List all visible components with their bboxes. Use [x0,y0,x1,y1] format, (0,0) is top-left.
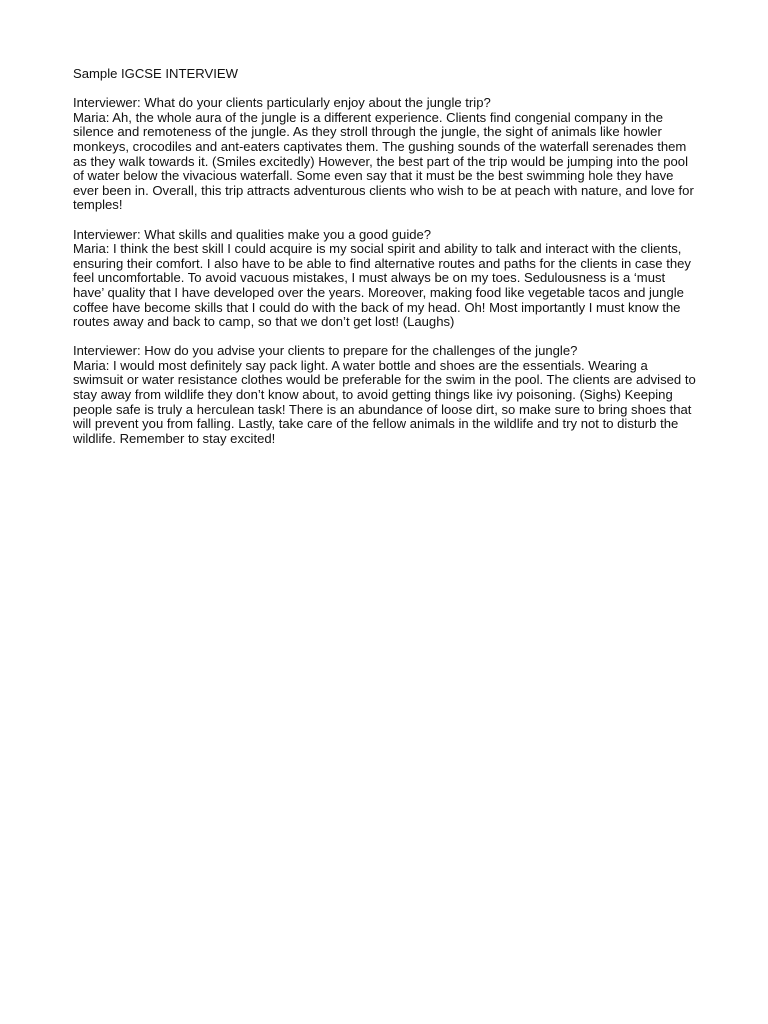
maria-answer: Maria: Ah, the whole aura of the jungle is a different experience. Clients find congenial company in the silence and remoteness of the jungle. As they stroll through the jungle, the sight of animals like howler monkeys, crocodiles and ant-eaters captivates them. The gushing sounds of the waterfall serenades them as they walk towards it. (Smiles excitedly) However, the best part of the trip would be jumping into the pool of water below the vivacious waterfall. Some even say that it must be the best swimming hole they have ever been in. Overall, this trip attracts adventurous clients who wish to be at peach with nature, and love for temples! [73,109,694,213]
interviewer-question: Interviewer: What skills and qualities make you a good guide? [73,226,432,242]
maria-answer: Maria: I think the best skill I could acquire is my social spirit and ability to talk and interact with the clients, ensuring their comfort. I also have to be able to find alternative routes and paths for the clients in case they feel uncomfortable. To avoid vacuous mistakes, I must always be on my toes. Sedulousness is a ‘must have’ quality that I have developed over the years. Moreover, making food like vegetable tacos and jungle coffee have become skills that I could do with the back of my head. Oh! Most importantly I must know the routes away and back to camp, so that we don’t get lost! (Laughs) [73,241,691,330]
qa-block-1 [73,96,698,213]
qa-block-2 [73,228,698,330]
qa-block-3 [73,344,698,446]
interviewer-question: Interviewer: How do you advise your clients to prepare for the challenges of the jungle? [73,343,578,359]
maria-answer: Maria: I would most definitely say pack light. A water bottle and shoes are the essentials. Wearing a swimsuit or water resistance clothes would be preferable for the swim in the pool. The clients are advised to stay away from wildlife they don’t know about, to avoid getting things like ivy poisoning. (Sighs) Keeping people safe is truly a herculean task! There is an abundance of loose dirt, so make sure to bring shoes that will prevent you from falling. Lastly, take care of the fellow animals in the wildlife and try not to disturb the wildlife. Remember to stay excited! [73,357,696,446]
document-title: Sample IGCSE INTERVIEW [73,66,238,81]
interviewer-question: Interviewer: What do your clients particularly enjoy about the jungle trip? [73,95,491,111]
document-page [73,67,698,461]
